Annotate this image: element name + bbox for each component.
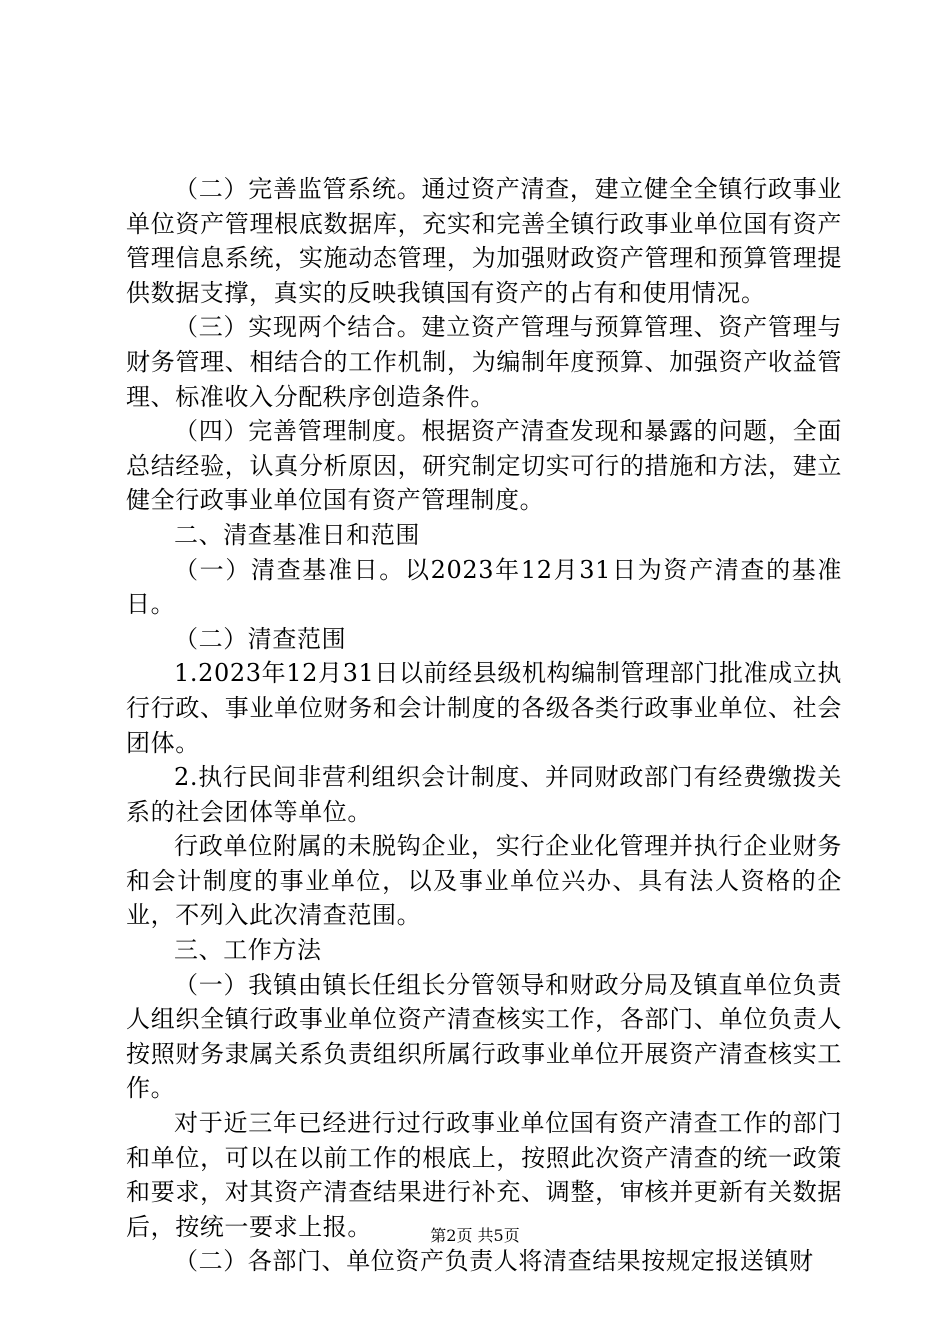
paragraph-management-system: （四）完善管理制度。根据资产清查发现和暴露的问题，全面总结经验，认真分析原因，研究制定切实可行的措施和方法，建立健全行政事业单位国有资产管理制度。 bbox=[126, 417, 842, 515]
paragraph-scope-exclusions: 行政单位附属的未脱钩企业，实行企业化管理并执行企业财务和会计制度的事业单位，以及事业单位兴办、具有法人资格的企业，不列入此次清查范围。 bbox=[126, 832, 842, 930]
paragraph-supervision-system: （二）完善监管系统。通过资产清查，建立健全全镇行政事业单位资产管理根底数据库，充实和完善全镇行政事业单位国有资产管理信息系统，实施动态管理，为加强财政资产管理和预算管理提供数据支撑，真实的反映我镇国有资产的占有和使用情况。 bbox=[126, 175, 842, 307]
paragraph-base-date: （一）清查基准日。以2023年12月31日为资产清查的基准日。 bbox=[126, 555, 842, 619]
list-item-scope-2: 2.执行民间非营利组织会计制度、并同财政部门有经费缴拨关系的社会团体等单位。 bbox=[126, 763, 842, 826]
paragraph-two-combinations: （三）实现两个结合。建立资产管理与预算管理、资产管理与财务管理、相结合的工作机制，为编制年度预算、加强资产收益管理、标准收入分配秩序创造条件。 bbox=[126, 313, 842, 411]
paragraph-previous-inventory: 对于近三年已经进行过行政事业单位国有资产清查工作的部门和单位，可以在以前工作的根底上，按照此次资产清查的统一政策和要求，对其资产清查结果进行补充、调整，审核并更新有关数据后，按统一要求上报。 bbox=[126, 1109, 842, 1241]
list-item-scope-1: 1.2023年12月31日以前经县级机构编制管理部门批准成立执行行政、事业单位财务和会计制度的各级各类行政事业单位、社会团体。 bbox=[126, 659, 842, 757]
page-number-footer: 第2页 共5页 bbox=[430, 1226, 520, 1245]
section-heading-work-method: 三、工作方法 bbox=[174, 936, 322, 965]
paragraph-work-method-1: （一）我镇由镇长任组长分管领导和财政分局及镇直单位负责人组织全镇行政事业单位资产清查核实工作，各部门、单位负责人按照财务隶属关系负责组织所属行政事业单位开展资产清查核实工作。 bbox=[126, 970, 842, 1103]
section-heading-base-date-scope: 二、清查基准日和范围 bbox=[174, 520, 420, 549]
paragraph-work-method-2: （二）各部门、单位资产负责人将清查结果按规定报送镇财 bbox=[174, 1247, 814, 1276]
document-body bbox=[126, 172, 842, 1279]
paragraph-scope-heading: （二）清查范围 bbox=[174, 624, 347, 653]
